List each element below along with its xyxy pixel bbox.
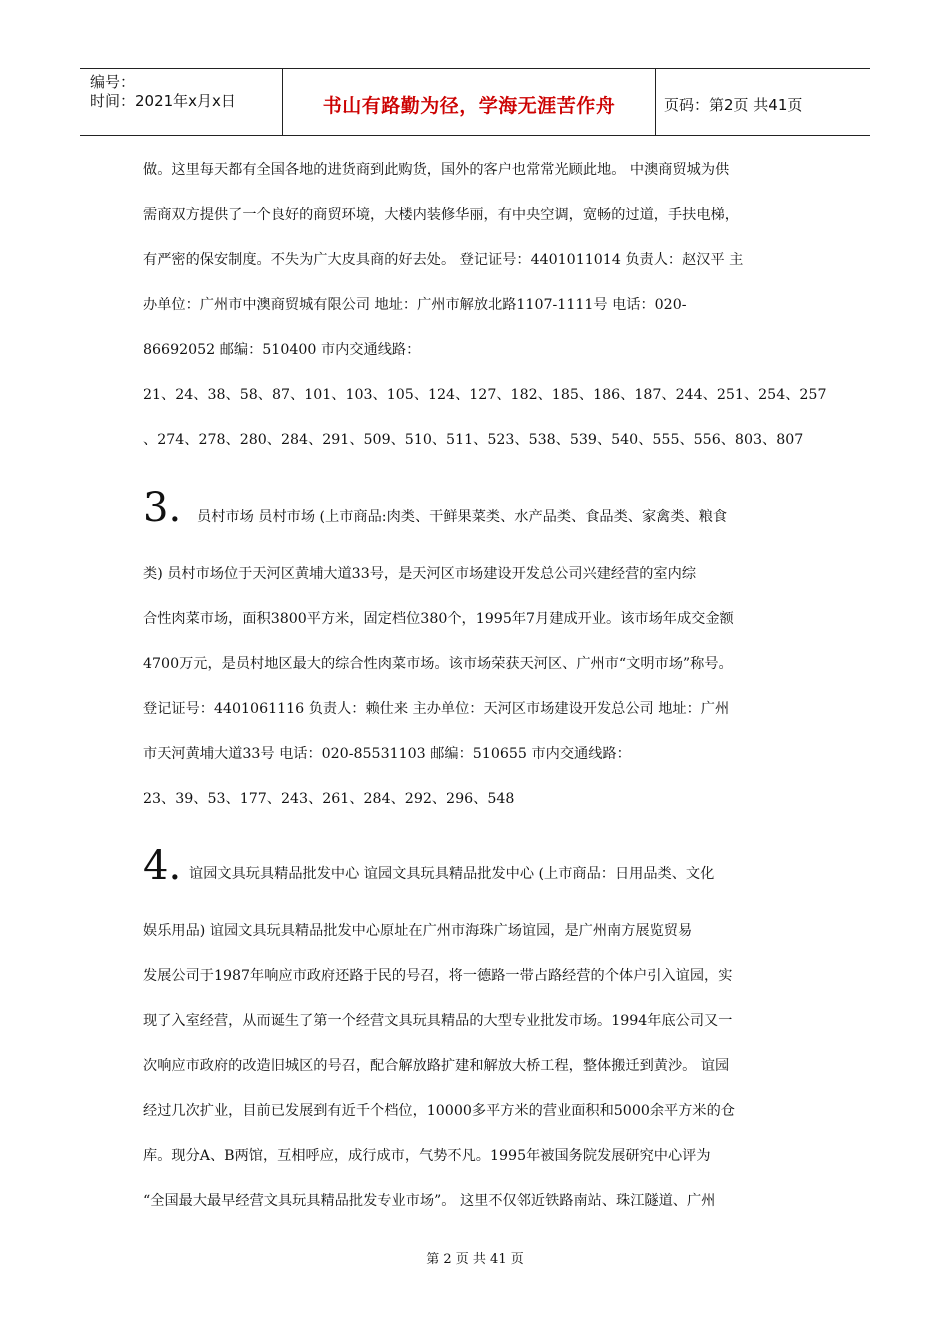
body-line: 次响应市政府的改造旧城区的号召，配合解放路扩建和解放大桥工程，整体搬迁到黄沙。 谊园 — [143, 1058, 730, 1074]
page-header — [80, 68, 870, 136]
body-line: 23、39、53、177、243、261、284、292、296、548 — [143, 791, 515, 807]
header-meta — [80, 69, 282, 135]
header-page-label: 页码：第2页 共41页 — [664, 95, 803, 114]
body-line: 、274、278、280、284、291、509、510、511、523、538、539、540、555、556、803、807 — [143, 432, 804, 448]
header-page-cell — [656, 69, 870, 135]
document-number-label: 编号： — [90, 73, 136, 91]
body-line: 市天河黄埔大道33号 电话：020-85531103 邮编：510655 市内交通线路： — [143, 746, 631, 762]
body-line: 类) 员村市场位于天河区黄埔大道33号，是天河区市场建设开发总公司兴建经营的室内综 — [143, 566, 697, 582]
body-line: 做。这里每天都有全国各地的进货商到此购货，国外的客户也常常光顾此地。 中澳商贸城为供 — [143, 162, 730, 178]
body-line: 库。现分A、B两馆，互相呼应，成行成市，气势不凡。1995年被国务院发展研究中心评为 — [143, 1148, 711, 1164]
body-line: 经过几次扩业，目前已发展到有近千个档位，10000多平方米的营业面积和5000余平方米的仓 — [143, 1103, 735, 1119]
section-4-heading: 谊园文具玩具精品批发中心 谊园文具玩具精品批发中心 (上市商品：日用品类、文化 — [189, 866, 715, 882]
body-line: 合性肉菜市场，面积3800平方米，固定档位380个，1995年7月建成开业。该市场年成交金额 — [143, 611, 734, 627]
body-line: 21、24、38、58、87、101、103、105、124、127、182、185、186、187、244、251、254、257 — [143, 387, 827, 403]
section-3-heading: 员村市场 员村市场 (上市商品:肉类、干鲜果菜类、水产品类、食品类、家禽类、粮食 — [197, 509, 728, 525]
body-line: 办单位：广州市中澳商贸城有限公司 地址：广州市解放北路1107-1111号 电话：020- — [143, 297, 687, 313]
body-line: 现了入室经营，从而诞生了第一个经营文具玩具精品的大型专业批发市场。1994年底公司又一 — [143, 1013, 733, 1029]
header-motto-cell — [282, 69, 656, 135]
body-line: 发展公司于1987年响应市政府还路于民的号召，将一德路一带占路经营的个体户引入谊园，实 — [143, 968, 733, 984]
body-line: 86692052 邮编：510400 市内交通线路： — [143, 342, 421, 358]
section-number-3: 3. — [143, 485, 182, 531]
body-line: 需商双方提供了一个良好的商贸环境，大楼内装修华丽，有中央空调，宽畅的过道，手扶电梯， — [143, 207, 739, 223]
section-number-4: 4. — [143, 843, 182, 889]
body-line: 有严密的保安制度。不失为广大皮具商的好去处。 登记证号：4401011014 负责人：赵汉平 主 — [143, 252, 744, 268]
body-line: 4700万元，是员村地区最大的综合性肉菜市场。该市场荣获天河区、广州市“文明市场”称号。 — [143, 656, 733, 672]
page-footer: 第 2 页 共 41 页 — [426, 1252, 524, 1267]
body-line: 登记证号：4401061116 负责人：赖仕来 主办单位：天河区市场建设开发总公司 地址：广州 — [143, 701, 730, 717]
body-line: “全国最大最早经营文具玩具精品批发专业市场”。 这里不仅邻近铁路南站、珠江隧道、广州 — [143, 1193, 716, 1209]
header-motto: 书山有路勤为径，学海无涯苦作舟 — [322, 94, 616, 117]
body-line: 娱乐用品) 谊园文具玩具精品批发中心原址在广州市海珠广场谊园，是广州南方展览贸易 — [143, 923, 693, 939]
document-time-label: 时间：2021年x月x日 — [90, 92, 236, 110]
